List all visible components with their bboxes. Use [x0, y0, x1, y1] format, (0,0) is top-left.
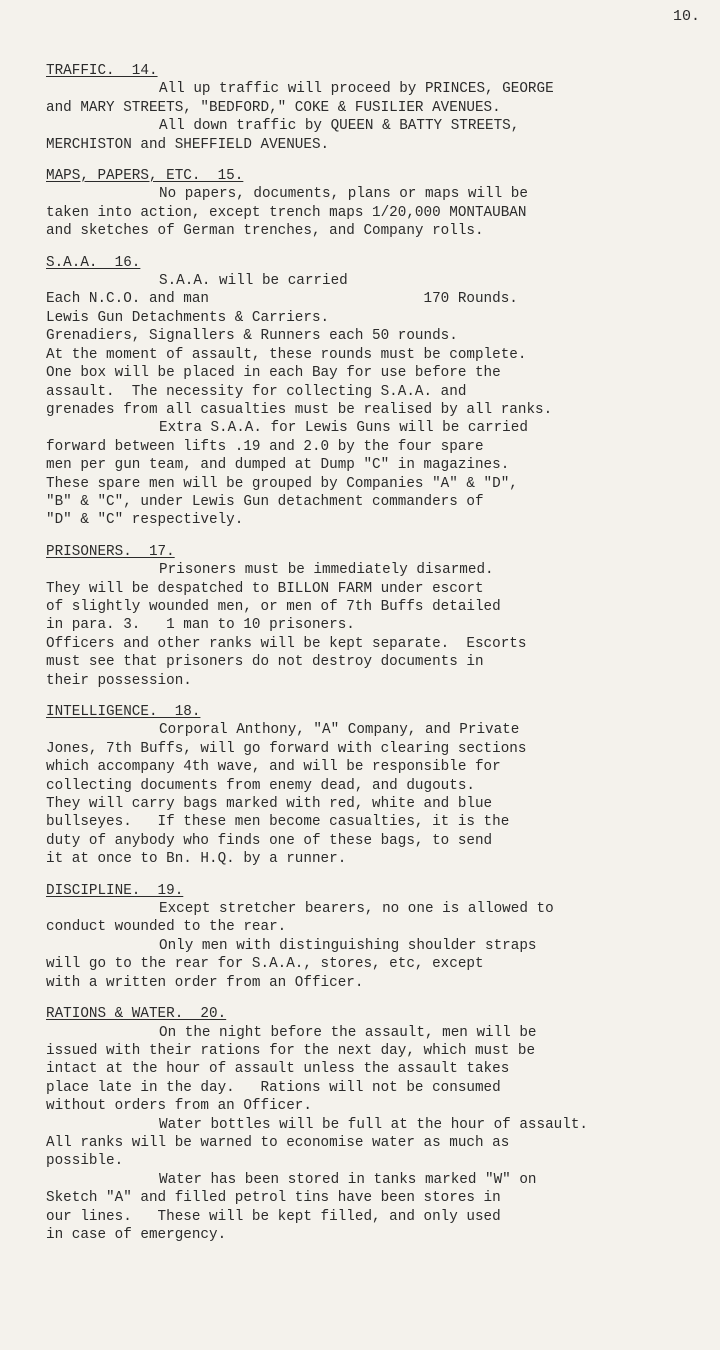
text-line: it at once to Bn. H.Q. by a runner.	[46, 851, 347, 868]
text-line: MERCHISTON and SHEFFIELD AVENUES.	[46, 136, 330, 153]
section-1	[46, 62, 711, 154]
text-line: bullseyes. If these men become casualties, it is the	[46, 814, 510, 831]
text-line: Extra S.A.A. for Lewis Guns will be carried	[159, 420, 528, 437]
text-line: intact at the hour of assault unless the assault takes	[46, 1061, 510, 1078]
text-line: grenades from all casualties must be realised by all ranks.	[46, 401, 553, 418]
text-line: Each N.C.O. and man 170 Rounds.	[46, 291, 518, 308]
text-line: assault. The necessity for collecting S.A.A. and	[46, 383, 467, 400]
text-line: All ranks will be warned to economise water as much as	[46, 1134, 510, 1151]
text-line: "D" & "C" respectively.	[46, 512, 244, 529]
text-line: Lewis Gun Detachments & Carriers.	[46, 309, 330, 326]
text-line: They will be despatched to BILLON FARM under escort	[46, 580, 484, 597]
section-5	[46, 703, 711, 869]
section-heading: TRAFFIC. 14.	[46, 63, 158, 79]
section-heading: PRISONERS. 17.	[46, 543, 175, 560]
section-heading: DISCIPLINE. 19.	[46, 882, 184, 899]
text-line: At the moment of assault, these rounds must be complete.	[46, 346, 527, 363]
section-heading: MAPS, PAPERS, ETC. 15.	[46, 168, 244, 185]
text-line: our lines. These will be kept filled, and only used	[46, 1208, 501, 1225]
text-line: One box will be placed in each Bay for use before the	[46, 365, 501, 382]
text-line: conduct wounded to the rear.	[46, 919, 287, 936]
text-line: All up traffic will proceed by PRINCES, GEORGE	[159, 81, 554, 98]
text-line: No papers, documents, plans or maps will be	[159, 186, 528, 203]
section-heading: RATIONS & WATER. 20.	[46, 1006, 227, 1023]
text-line: which accompany 4th wave, and will be responsible for	[46, 759, 501, 776]
text-line: S.A.A. will be carried	[159, 273, 348, 290]
text-line: Sketch "A" and filled petrol tins have been stores in	[46, 1190, 501, 1207]
text-line: forward between lifts .19 and 2.0 by the four spare	[46, 438, 484, 455]
text-line: Water bottles will be full at the hour of assault.	[159, 1116, 588, 1133]
text-line: of slightly wounded men, or men of 7th Buffs detailed	[46, 598, 501, 615]
document-body	[46, 62, 711, 1257]
section-7	[46, 1005, 711, 1244]
text-line: Jones, 7th Buffs, will go forward with clearing sections	[46, 740, 527, 757]
text-line: will go to the rear for S.A.A., stores, etc, except	[46, 956, 484, 973]
section-2	[46, 167, 711, 241]
text-line: and sketches of German trenches, and Company rolls.	[46, 223, 484, 240]
section-heading: S.A.A. 16.	[46, 254, 141, 271]
text-line: must see that prisoners do not destroy documents in	[46, 654, 484, 671]
text-line: their possession.	[46, 672, 192, 689]
text-line: Officers and other ranks will be kept separate. Escorts	[46, 635, 527, 652]
text-line: These spare men will be grouped by Companies "A" & "D",	[46, 475, 518, 492]
text-line: men per gun team, and dumped at Dump "C" in magazines.	[46, 457, 510, 474]
text-line: Corporal Anthony, "A" Company, and Private	[159, 722, 520, 739]
section-heading: INTELLIGENCE. 18.	[46, 704, 201, 720]
text-line: taken into action, except trench maps 1/20,000 MONTAUBAN	[46, 204, 527, 221]
text-line: with a written order from an Officer.	[46, 974, 364, 991]
text-line: "B" & "C", under Lewis Gun detachment commanders of	[46, 493, 484, 510]
text-line: and MARY STREETS, "BEDFORD," COKE & FUSILIER AVENUES.	[46, 99, 501, 116]
text-line: Prisoners must be immediately disarmed.	[159, 562, 494, 579]
text-line: collecting documents from enemy dead, and dugouts.	[46, 777, 475, 794]
text-line: possible.	[46, 1153, 124, 1170]
text-line: issued with their rations for the next day, which must be	[46, 1042, 536, 1059]
text-line: in case of emergency.	[46, 1226, 227, 1243]
text-line: Only men with distinguishing shoulder straps	[159, 937, 537, 954]
text-line: Except stretcher bearers, no one is allowed to	[159, 901, 554, 918]
text-line: All down traffic by QUEEN & BATTY STREETS,	[159, 118, 520, 135]
text-line: Grenadiers, Signallers & Runners each 50 rounds.	[46, 328, 458, 345]
text-line: place late in the day. Rations will not be consumed	[46, 1079, 501, 1096]
section-4	[46, 543, 711, 690]
section-3	[46, 254, 711, 530]
text-line: duty of anybody who finds one of these bags, to send	[46, 832, 493, 849]
text-line: On the night before the assault, men will be	[159, 1024, 537, 1041]
section-6	[46, 882, 711, 992]
page-number: 10.	[672, 8, 700, 25]
text-line: They will carry bags marked with red, white and blue	[46, 796, 493, 813]
text-line: without orders from an Officer.	[46, 1098, 312, 1115]
text-line: in para. 3. 1 man to 10 prisoners.	[46, 617, 355, 634]
text-line: Water has been stored in tanks marked "W" on	[159, 1171, 537, 1188]
